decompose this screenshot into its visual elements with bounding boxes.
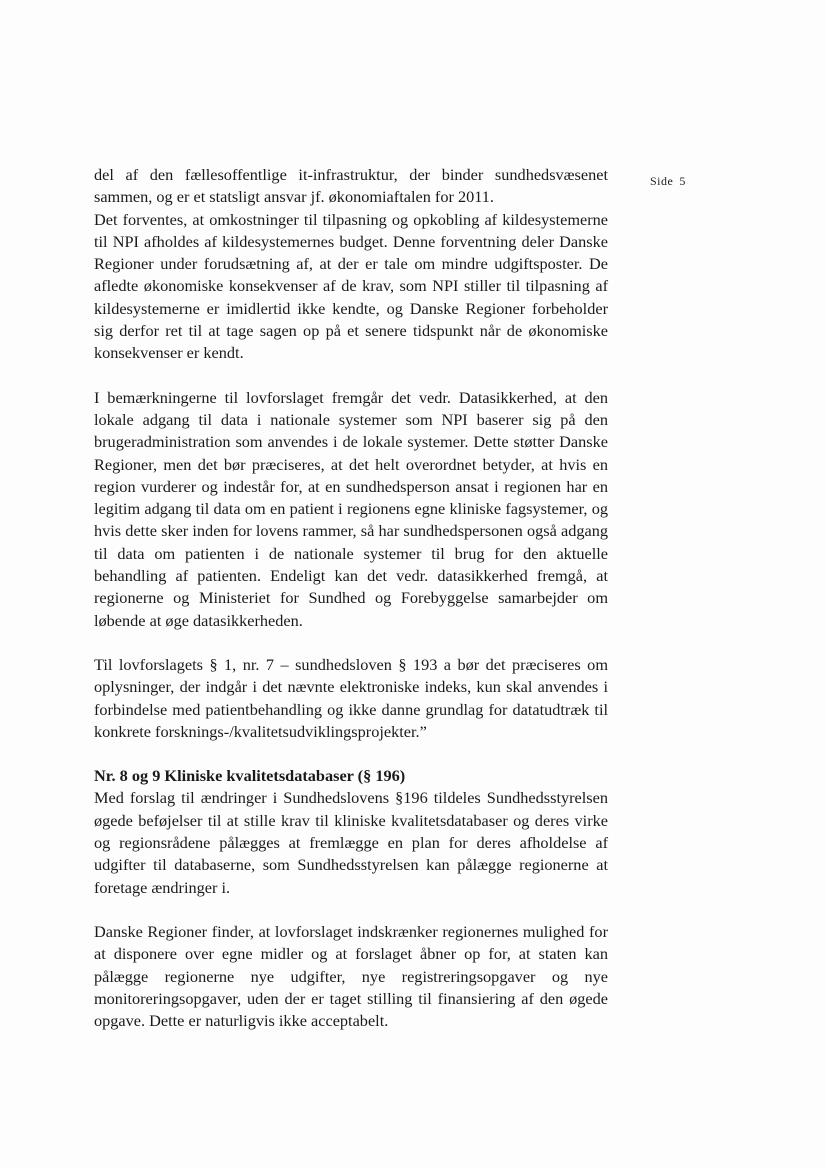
paragraph-regions-position: Danske Regioner finder, at lovforslaget indskrænker regionernes mulighed for at disponere over egne midler og at forslaget åbner op for, at staten kan pålægge regionerne nye udgifter, nye registreringsopgaver og nye monitoreringsopgaver, uden der er taget stilling til finansiering af den øgede opgave. Dette er naturligvis ikke acceptabelt.: [94, 921, 608, 1031]
page-number-label: [650, 174, 686, 189]
paragraph-infrastructure: del af den fællesoffentlige it-infrastruktur, der binder sundhedsvæsenet sammen, og er et statsligt ansvar jf. økonomiaftalen for 2011.: [94, 165, 608, 207]
paragraph-gap: [94, 899, 608, 921]
page-number: 5: [679, 174, 686, 188]
side-label-text: Side: [650, 174, 674, 188]
paragraph-gap: [94, 365, 608, 387]
paragraph-gap: [94, 632, 608, 654]
paragraph-gap: [94, 743, 608, 765]
paragraph-quality-databases: Med forslag til ændringer i Sundhedslovens §196 tildeles Sundhedsstyrelsen øgede beføjelser til at stille krav til kliniske kvalitetsdatabaser og deres virke og regionsrådene pålægges at fremlægge en plan for deres afholdelse af udgifter til databaserne, som Sundhedsstyrelsen kan pålægge regionerne at foretage ændringer i.: [94, 788, 608, 897]
paragraph-section-193a: Til lovforslagets § 1, nr. 7 – sundhedsloven § 193 a bør det præciseres om oplysninger, der indgår i det nævnte elektroniske indeks, kun skal anvendes i forbindelse med patientbehandling og ikke danne grundlag for datatudtræk til konkrete forsknings-/kvalitetsudviklingsprojekter.”: [94, 654, 608, 741]
paragraph-data-security: I bemærkningerne til lovforslaget fremgår det vedr. Datasikkerhed, at den lokale adgang til data i nationale systemer som NPI baserer sig på den brugeradministration som anvendes i de lokale systemer. Dette støtter Danske Regioner, men det bør præciseres, at det helt overordnet betyder, at hvis en region vurderer og indestår for, at en sundhedsperson ansat i regionen har en legitim adgang til data om en patient i regionens egne kliniske fagsystemer, og hvis dette sker inden for lovens rammer, så har sundhedspersonen også adgang til data om patienten i de nationale systemer til brug for den aktuelle behandling af patienten. Endeligt kan det vedr. datasikkerhed fremgå, at regionerne og Ministeriet for Sundhed og Forebyggelse samarbejder om løbende at øge datasikkerheden.: [94, 387, 608, 630]
section-heading: Nr. 8 og 9 Kliniske kvalitetsdatabaser (§ 196): [94, 766, 406, 786]
document-body: [94, 164, 608, 1032]
paragraph-costs: Det forventes, at omkostninger til tilpasning og opkobling af kildesystemerne til NPI afholdes af kildesystemernes budget. Denne forventning deler Danske Regioner under forudsætning af, at der er tale om mindre udgiftsposter. De afledte økonomiske konsekvenser af de krav, som NPI stiller til tilpasning af kildesystemerne er imidlertid ikke kendte, og Danske Regioner forbeholder sig derfor ret til at tage sagen op på et senere tidspunkt når de økonomiske konsekvenser er kendt.: [94, 209, 608, 363]
